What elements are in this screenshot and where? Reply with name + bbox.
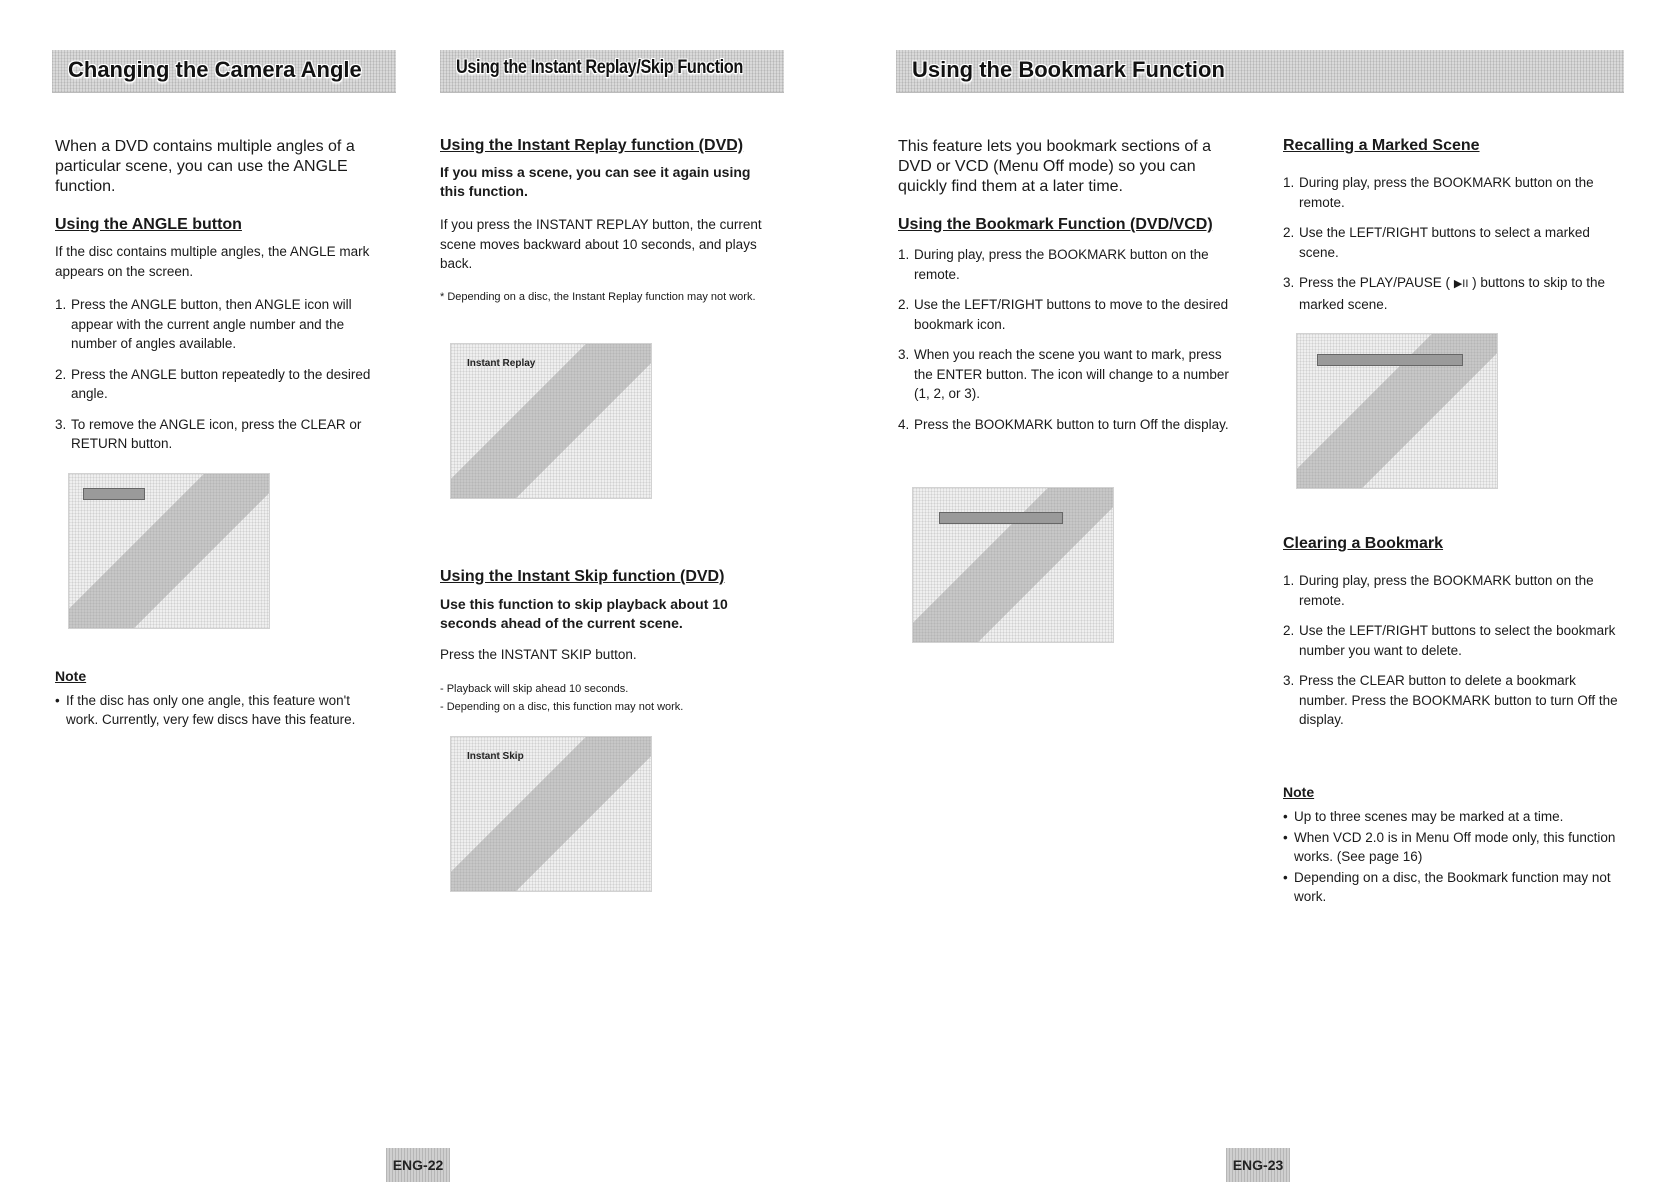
step-number: 4. — [898, 416, 910, 432]
recall-osd-bar — [1317, 354, 1463, 366]
step-number: 1. — [1283, 573, 1295, 588]
step-number: 1. — [55, 297, 67, 312]
instant-replay-screen-image — [450, 343, 652, 499]
angle-note-heading: Note — [55, 668, 87, 684]
step-number: 3. — [1283, 275, 1295, 290]
list-item — [898, 345, 1238, 404]
replay-para: If you press the INSTANT REPLAY button, the current scene moves backward about 10 seconds, and plays back. — [440, 217, 762, 271]
list-item — [898, 295, 1238, 334]
step-text: ) buttons to skip to the marked scene. — [1299, 275, 1605, 312]
recall-screen-image — [1296, 333, 1498, 489]
bookmark-steps — [898, 245, 1238, 445]
list-item — [898, 245, 1238, 284]
angle-screen-image — [68, 473, 270, 629]
step-number: 2. — [55, 366, 67, 382]
step-text: Press the CLEAR button to delete a bookmark number. Press the BOOKMARK button to turn Off the display. — [1299, 673, 1618, 727]
angle-osd-bar — [83, 488, 145, 500]
replay-footnote: * Depending on a disc, the Instant Replay function may not work. — [440, 291, 756, 303]
step-number: 3. — [1283, 673, 1295, 688]
step-number: 2. — [1283, 623, 1295, 638]
angle-heading: Using the ANGLE button — [55, 216, 242, 233]
bookmark-osd-bar — [939, 512, 1063, 524]
recall-steps — [1283, 173, 1623, 325]
play-pause-icon: ▶II — [1453, 278, 1469, 290]
angle-intro: When a DVD contains multiple angles of a particular scene, you can use the ANGLE function. — [55, 138, 355, 195]
skip-para: Press the INSTANT SKIP button. — [440, 647, 637, 662]
list-item: • Depending on a disc, the Bookmark function may not work. — [1283, 868, 1623, 906]
step-text: Use the LEFT/RIGHT buttons to select a marked scene. — [1299, 225, 1590, 260]
step-number: 3. — [898, 347, 910, 362]
step-text: Use the LEFT/RIGHT buttons to select the bookmark number you want to delete. — [1299, 623, 1616, 658]
screen-label: Instant Skip — [467, 751, 524, 762]
list-item: • When VCD 2.0 is in Menu Off mode only, this function works. (See page 16) — [1283, 828, 1623, 866]
angle-notes — [55, 691, 375, 731]
step-text: During play, press the BOOKMARK button on the remote. — [914, 247, 1209, 282]
list-item — [55, 295, 385, 354]
banner-title: Using the Instant Replay/Skip Function — [456, 57, 743, 78]
step-text: When you reach the scene you want to mark, press the ENTER button. The icon will change to a number (1, 2, or 3). — [914, 347, 1229, 401]
step-text: Press the ANGLE button repeatedly to the desired angle. — [71, 366, 371, 401]
skip-heading: Using the Instant Skip function (DVD) — [440, 568, 725, 585]
step-number: 1. — [1283, 175, 1295, 190]
bookmark-heading: Using the Bookmark Function (DVD/VCD) — [898, 216, 1213, 233]
list-item: • Up to three scenes may be marked at a time. — [1283, 807, 1623, 826]
bookmark-notes — [1283, 807, 1623, 908]
step-text: Use the LEFT/RIGHT buttons to move to the desired bookmark icon. — [914, 297, 1229, 332]
clear-steps — [1283, 571, 1623, 741]
list-item — [1283, 671, 1623, 730]
instant-skip-screen-image — [450, 736, 652, 892]
step-text: Press the PLAY/PAUSE ( — [1299, 275, 1451, 290]
replay-heading: Using the Instant Replay function (DVD) — [440, 137, 744, 154]
step-text: Press the ANGLE button, then ANGLE icon will appear with the current angle number and the number of angles available. — [71, 297, 352, 351]
recall-heading: Recalling a Marked Scene — [1283, 137, 1480, 154]
step-number: 2. — [1283, 225, 1295, 240]
step-number: 3. — [55, 416, 67, 432]
angle-para: If the disc contains multiple angles, the ANGLE mark appears on the screen. — [55, 244, 370, 279]
section-banner-camera-angle — [52, 50, 396, 93]
skip-note-2: - Depending on a disc, this function may not work. — [440, 701, 684, 713]
bookmark-note-heading: Note — [1283, 784, 1315, 800]
list-item — [1283, 223, 1623, 262]
step-text: To remove the ANGLE icon, press the CLEAR or RETURN button. — [71, 416, 362, 451]
list-item — [1283, 273, 1623, 314]
list-item: • If the disc has only one angle, this feature won't work. Currently, very few discs have this feature. — [55, 691, 375, 729]
bookmark-intro: This feature lets you bookmark sections of a DVD or VCD (Menu Off mode) so you can quickly find them at a later time. — [898, 138, 1212, 195]
step-text: During play, press the BOOKMARK button on the remote. — [1299, 573, 1594, 608]
skip-note-1: - Playback will skip ahead 10 seconds. — [440, 683, 629, 695]
angle-steps — [55, 295, 385, 465]
step-text: Press the BOOKMARK button to turn Off the display. — [914, 416, 1229, 432]
section-banner-instant-replay-skip — [440, 50, 784, 93]
list-item — [1283, 571, 1623, 610]
list-item — [1283, 173, 1623, 212]
step-text: During play, press the BOOKMARK button on the remote. — [1299, 175, 1594, 210]
banner-title: Changing the Camera Angle — [68, 57, 362, 82]
replay-bold: If you miss a scene, you can see it again using this function. — [440, 164, 751, 199]
bookmark-screen-image — [912, 487, 1114, 643]
step-number: 2. — [898, 297, 910, 312]
clear-heading: Clearing a Bookmark — [1283, 535, 1444, 552]
screen-label: Instant Replay — [467, 358, 536, 369]
list-item — [55, 415, 385, 454]
section-banner-bookmark — [896, 50, 1624, 93]
page-number-left: ENG-22 — [386, 1148, 450, 1182]
step-number: 1. — [898, 247, 910, 262]
skip-bold: Use this function to skip playback about 10 seconds ahead of the current scene. — [440, 596, 728, 631]
list-item — [1283, 621, 1623, 660]
banner-title: Using the Bookmark Function — [912, 57, 1225, 82]
page-number-right: ENG-23 — [1226, 1148, 1290, 1182]
list-item — [55, 365, 385, 404]
list-item — [898, 415, 1238, 435]
